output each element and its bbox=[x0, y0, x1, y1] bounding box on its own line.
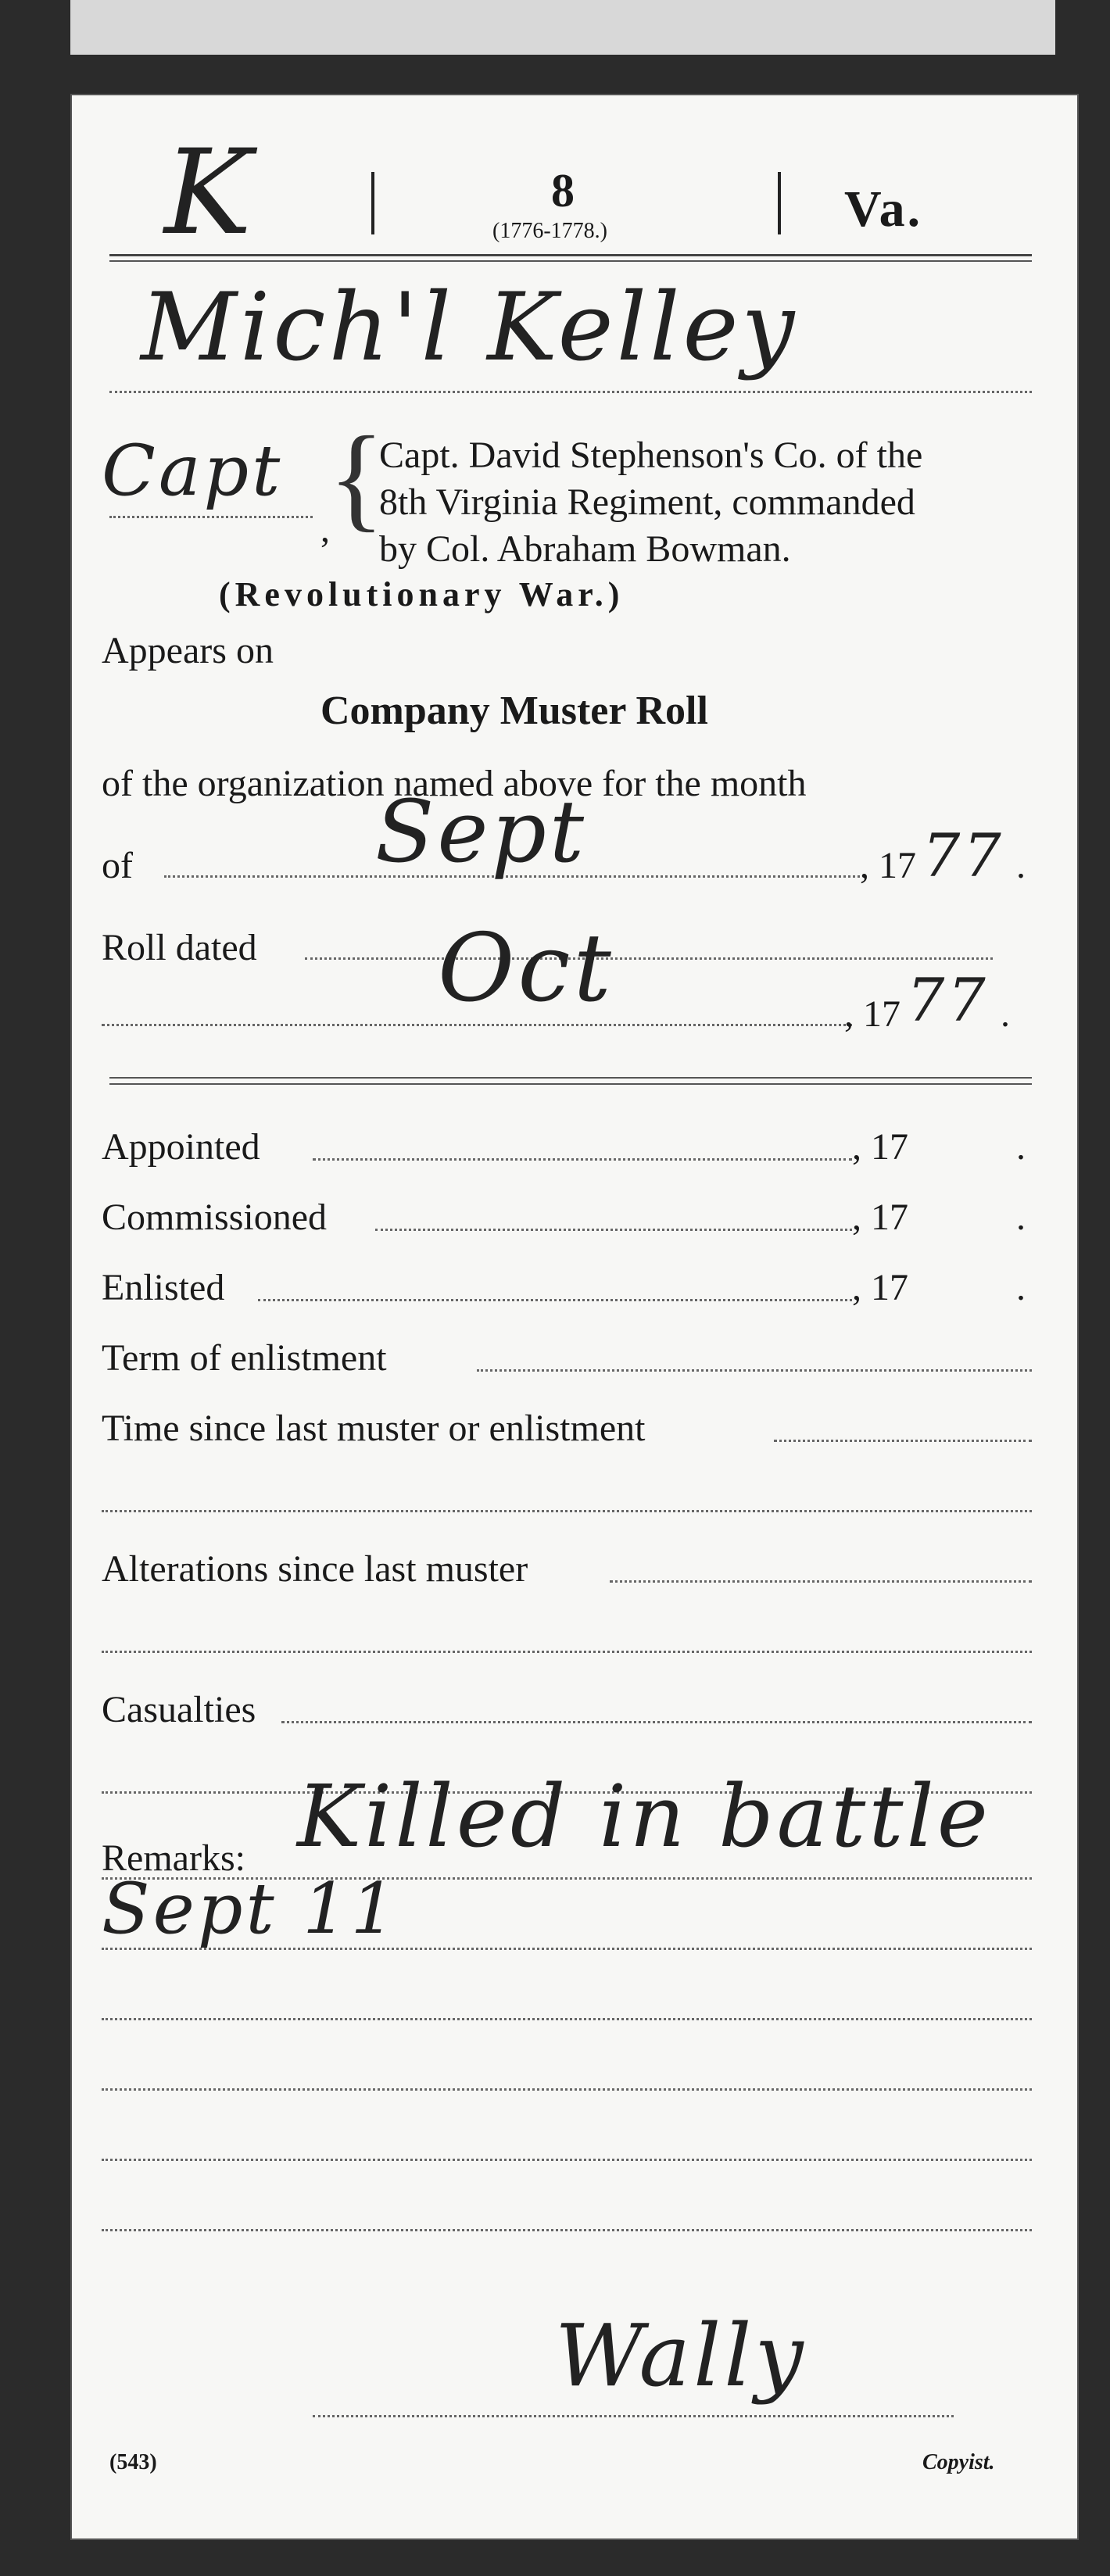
header-rule bbox=[109, 254, 1032, 256]
section-rule bbox=[109, 1077, 1032, 1079]
soldier-name: Mich'l Kelley bbox=[141, 274, 798, 382]
roll-dated-line bbox=[305, 957, 993, 960]
casualties-label: Casualties bbox=[102, 1689, 256, 1730]
org-line-3: by Col. Abraham Bowman. bbox=[379, 528, 791, 570]
rank-line bbox=[109, 516, 313, 518]
field-year: , 17 bbox=[852, 1126, 908, 1168]
copyist-signature: Wally bbox=[555, 2306, 807, 2406]
field-period: . bbox=[1016, 1267, 1026, 1308]
roll-type: Company Muster Roll bbox=[320, 689, 708, 733]
time-line-2 bbox=[102, 1510, 1032, 1512]
field-line bbox=[313, 1158, 852, 1161]
form-number: (543) bbox=[109, 2450, 157, 2474]
years: (1776-1778.) bbox=[492, 219, 607, 243]
field-label: Commissioned bbox=[102, 1197, 328, 1238]
remarks-line bbox=[102, 2229, 1032, 2231]
casualties-line bbox=[281, 1721, 1032, 1723]
remarks-line bbox=[102, 2018, 1032, 2020]
roll-dated-year-prefix: , 17 bbox=[844, 993, 901, 1035]
alterations-line-2 bbox=[102, 1651, 1032, 1653]
field-period: . bbox=[1016, 1197, 1026, 1238]
signature-line bbox=[313, 2415, 954, 2417]
alterations-label: Alterations since last muster bbox=[102, 1548, 528, 1590]
remarks-line bbox=[102, 2088, 1032, 2091]
term-line bbox=[477, 1369, 1032, 1372]
attached-strip bbox=[70, 0, 1055, 55]
of-year: 77 bbox=[922, 821, 1004, 890]
remarks-line bbox=[102, 1877, 1032, 1880]
field-label: Appointed bbox=[102, 1126, 260, 1168]
time-label: Time since last muster or enlistment bbox=[102, 1408, 646, 1449]
brace: { bbox=[328, 413, 385, 542]
field-year: , 17 bbox=[852, 1197, 908, 1238]
war: (Revolutionary War.) bbox=[219, 575, 625, 614]
header-divider bbox=[778, 172, 781, 234]
copyist-label: Copyist. bbox=[922, 2450, 995, 2474]
of-label: of bbox=[102, 845, 133, 886]
term-label: Term of enlistment bbox=[102, 1337, 387, 1379]
muster-roll-card bbox=[70, 94, 1079, 2540]
field-line bbox=[258, 1299, 852, 1301]
field-line bbox=[375, 1229, 852, 1231]
of-period: . bbox=[1016, 845, 1026, 886]
roll-dated-period: . bbox=[1001, 993, 1010, 1035]
roll-dated-line-2 bbox=[102, 1024, 852, 1026]
of-month: Sept bbox=[375, 782, 588, 882]
state: Va. bbox=[844, 181, 923, 238]
field-period: . bbox=[1016, 1126, 1026, 1168]
roll-dated-year: 77 bbox=[907, 965, 989, 1035]
remarks-line-2: Sept 11 bbox=[102, 1868, 399, 1950]
remarks-label: Remarks: bbox=[102, 1837, 245, 1879]
time-line bbox=[774, 1440, 1032, 1442]
file-initial: K bbox=[164, 125, 256, 261]
remarks-line-1: Killed in battle bbox=[297, 1766, 991, 1866]
field-label: Enlisted bbox=[102, 1267, 225, 1308]
org-line-1: Capt. David Stephenson's Co. of the bbox=[379, 435, 923, 476]
month-text: of the organization named above for the month bbox=[102, 763, 807, 804]
appears-on: Appears on bbox=[102, 630, 274, 671]
soldier-rank: Capt bbox=[102, 430, 284, 512]
roll-dated-label: Roll dated bbox=[102, 927, 257, 968]
remarks-line bbox=[102, 1948, 1032, 1950]
rank-comma: , bbox=[320, 509, 330, 550]
header-rule bbox=[109, 260, 1032, 262]
field-year: , 17 bbox=[852, 1267, 908, 1308]
remarks-line bbox=[102, 2159, 1032, 2161]
org-line-2: 8th Virginia Regiment, commanded bbox=[379, 481, 915, 523]
roll-dated-month: Oct bbox=[438, 914, 614, 1023]
alterations-line bbox=[610, 1580, 1032, 1583]
header-divider bbox=[371, 172, 374, 234]
section-rule bbox=[109, 1083, 1032, 1085]
name-line bbox=[109, 391, 1032, 393]
regiment-number: 8 bbox=[551, 165, 575, 216]
of-year-prefix: , 17 bbox=[860, 845, 916, 886]
